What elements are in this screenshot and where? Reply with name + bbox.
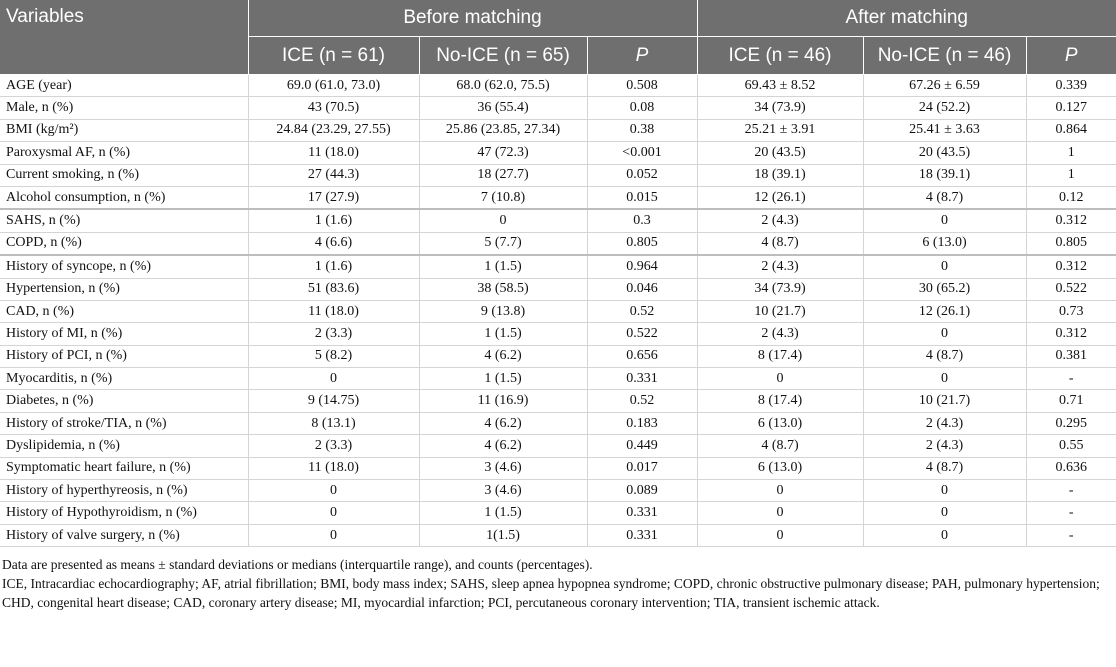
table-row [0,209,1116,232]
row-variable-label: COPD, n (%) [0,232,248,255]
row-variable-label: AGE (year) [0,75,248,97]
table-cell: 0 [863,323,1026,345]
table-cell: 0 [863,524,1026,546]
table-cell: 0 [248,502,419,524]
table-cell: 11 (18.0) [248,300,419,322]
footnote-data-presentation: Data are presented as means ± standard deviations or medians (interquartile range), and counts (percentages). [2,557,593,573]
table-cell: 30 (65.2) [863,278,1026,300]
table-cell: <0.001 [587,142,697,164]
table-cell: 0 [697,480,863,502]
table-cell: 69.43 ± 8.52 [697,75,863,97]
row-variable-label: Symptomatic heart failure, n (%) [0,457,248,479]
row-variable-label: Diabetes, n (%) [0,390,248,412]
table-cell: 17 (27.9) [248,186,419,209]
table-row [0,345,1116,367]
table-row [0,524,1116,546]
row-variable-label: History of valve surgery, n (%) [0,524,248,546]
table-cell: 1 (1.5) [419,323,587,345]
table-cell: 12 (26.1) [697,186,863,209]
table-cell: - [1026,524,1116,546]
table-row [0,75,1116,97]
table-cell: 0.38 [587,119,697,141]
table-cell: 4 (6.2) [419,345,587,367]
table-cell: 6 (13.0) [697,457,863,479]
table-cell: 20 (43.5) [863,142,1026,164]
table-row [0,278,1116,300]
table-footnotes [0,547,1116,612]
row-variable-label: Current smoking, n (%) [0,164,248,186]
header-p-after: P [1026,37,1116,75]
header-p-before: P [587,37,697,75]
table-cell: 0.636 [1026,457,1116,479]
table-cell: 34 (73.9) [697,97,863,119]
row-variable-label: History of MI, n (%) [0,323,248,345]
table-cell: 6 (13.0) [697,412,863,434]
table-cell: 11 (18.0) [248,142,419,164]
table-cell: 0.522 [1026,278,1116,300]
table-cell: 0 [419,209,587,232]
table-cell: 9 (14.75) [248,390,419,412]
table-cell: 47 (72.3) [419,142,587,164]
table-cell: 0.312 [1026,209,1116,232]
table-cell: 0.046 [587,278,697,300]
table-row [0,435,1116,457]
table-row [0,119,1116,141]
table-cell: 5 (8.2) [248,345,419,367]
table-cell: 10 (21.7) [697,300,863,322]
table-cell: 0 [863,368,1026,390]
table-row [0,480,1116,502]
table-cell: - [1026,368,1116,390]
table-cell: 43 (70.5) [248,97,419,119]
table-cell: 11 (16.9) [419,390,587,412]
table-cell: 2 (4.3) [697,255,863,278]
row-variable-label: BMI (kg/m²) [0,119,248,141]
table-row [0,457,1116,479]
table-cell: 2 (4.3) [863,412,1026,434]
table-cell: 69.0 (61.0, 73.0) [248,75,419,97]
table-cell: 0.015 [587,186,697,209]
table-cell: - [1026,502,1116,524]
table-cell: 34 (73.9) [697,278,863,300]
table-row [0,255,1116,278]
table-cell: 0.52 [587,300,697,322]
table-row [0,300,1116,322]
row-variable-label: Myocarditis, n (%) [0,368,248,390]
table-row [0,390,1116,412]
footnote-abbreviations: ICE, Intracardiac echocardiography; AF, atrial fibrillation; BMI, body mass index; SAHS, sleep apnea hypopnea syndrome; COPD, chronic obstructive pulmonary disease; PAH, pulmonary hypertension; CHD, congenital heart disease; CAD, coronary artery disease; MI, myocardial infarction; PCI, percutaneous coronary intervention; TIA, transient ischemic attack. [2,576,1100,611]
table-cell: 27 (44.3) [248,164,419,186]
row-variable-label: Alcohol consumption, n (%) [0,186,248,209]
table-row [0,412,1116,434]
table-cell: 4 (6.6) [248,232,419,255]
table-cell: 4 (6.2) [419,435,587,457]
table-cell: 0.805 [1026,232,1116,255]
table-cell: 0 [697,524,863,546]
table-cell: 7 (10.8) [419,186,587,209]
table-cell: 25.41 ± 3.63 [863,119,1026,141]
table-cell: 20 (43.5) [697,142,863,164]
table-cell: 0.017 [587,457,697,479]
row-variable-label: Dyslipidemia, n (%) [0,435,248,457]
header-ice-after: ICE (n = 46) [697,37,863,75]
table-cell: 4 (8.7) [697,435,863,457]
table-cell: 0.964 [587,255,697,278]
table-cell: 1(1.5) [419,524,587,546]
table-cell: 67.26 ± 6.59 [863,75,1026,97]
table-row [0,142,1116,164]
row-variable-label: History of syncope, n (%) [0,255,248,278]
table-cell: 18 (39.1) [697,164,863,186]
table-cell: 1 (1.5) [419,255,587,278]
table-cell: 0.089 [587,480,697,502]
table-cell: 9 (13.8) [419,300,587,322]
table-cell: 0 [697,502,863,524]
table-cell: 6 (13.0) [863,232,1026,255]
table-cell: 18 (27.7) [419,164,587,186]
table-cell: 0.127 [1026,97,1116,119]
table-cell: 1 [1026,142,1116,164]
table-cell: 3 (4.6) [419,480,587,502]
table-cell: 0.805 [587,232,697,255]
table-cell: 1 (1.5) [419,502,587,524]
table-cell: 2 (4.3) [697,209,863,232]
table-cell: 1 (1.6) [248,209,419,232]
table-cell: 36 (55.4) [419,97,587,119]
table-cell: 0.12 [1026,186,1116,209]
row-variable-label: History of stroke/TIA, n (%) [0,412,248,434]
table-cell: 5 (7.7) [419,232,587,255]
header-ice-before: ICE (n = 61) [248,37,419,75]
table-cell: 10 (21.7) [863,390,1026,412]
table-body [0,75,1116,547]
table-cell: 38 (58.5) [419,278,587,300]
table-cell: 4 (8.7) [863,345,1026,367]
table-cell: 2 (4.3) [863,435,1026,457]
table-cell: 8 (17.4) [697,390,863,412]
table-cell: 8 (13.1) [248,412,419,434]
table-cell: 0.508 [587,75,697,97]
table-cell: 51 (83.6) [248,278,419,300]
table-cell: 0.864 [1026,119,1116,141]
table-cell: 0.312 [1026,323,1116,345]
table-cell: 4 (8.7) [863,186,1026,209]
table-cell: 0 [863,480,1026,502]
table-cell: 0.73 [1026,300,1116,322]
row-variable-label: Paroxysmal AF, n (%) [0,142,248,164]
table-cell: 0.52 [587,390,697,412]
table-cell: 0.052 [587,164,697,186]
row-variable-label: History of PCI, n (%) [0,345,248,367]
table-cell: 0.3 [587,209,697,232]
table-cell: 0.449 [587,435,697,457]
table-cell: 0.183 [587,412,697,434]
table-cell: 68.0 (62.0, 75.5) [419,75,587,97]
table-cell: 0.656 [587,345,697,367]
table-cell: 0.71 [1026,390,1116,412]
table-cell: 11 (18.0) [248,457,419,479]
table-cell: 0 [697,368,863,390]
table-cell: 0.331 [587,524,697,546]
table-row [0,232,1116,255]
table-cell: 0 [863,209,1026,232]
table-cell: 0.08 [587,97,697,119]
table-cell: 18 (39.1) [863,164,1026,186]
table-cell: 0.381 [1026,345,1116,367]
header-noice-before: No-ICE (n = 65) [419,37,587,75]
table-cell: 4 (6.2) [419,412,587,434]
row-variable-label: SAHS, n (%) [0,209,248,232]
table-cell: 0 [863,255,1026,278]
table-cell: 0 [248,524,419,546]
table-row [0,164,1116,186]
table-row [0,502,1116,524]
table-cell: 24 (52.2) [863,97,1026,119]
table-cell: 4 (8.7) [697,232,863,255]
table-cell: 4 (8.7) [863,457,1026,479]
table-cell: 24.84 (23.29, 27.55) [248,119,419,141]
table-cell: 0 [863,502,1026,524]
table-cell: 2 (4.3) [697,323,863,345]
table-cell: 1 (1.6) [248,255,419,278]
row-variable-label: CAD, n (%) [0,300,248,322]
table-cell: 0 [248,480,419,502]
table-cell: 0.295 [1026,412,1116,434]
table-cell: 25.21 ± 3.91 [697,119,863,141]
row-variable-label: Male, n (%) [0,97,248,119]
table-cell: 12 (26.1) [863,300,1026,322]
header-variables: Variables [0,0,248,75]
row-variable-label: History of Hypothyroidism, n (%) [0,502,248,524]
table-row [0,97,1116,119]
table-cell: 0.331 [587,502,697,524]
row-variable-label: History of hyperthyreosis, n (%) [0,480,248,502]
table-cell: 0.339 [1026,75,1116,97]
header-noice-after: No-ICE (n = 46) [863,37,1026,75]
table-cell: 0.55 [1026,435,1116,457]
table-cell: 3 (4.6) [419,457,587,479]
table-row [0,186,1116,209]
table-row [0,368,1116,390]
table-cell: 0.312 [1026,255,1116,278]
table-cell: 1 [1026,164,1116,186]
table-cell: 0 [248,368,419,390]
table-cell: 2 (3.3) [248,435,419,457]
header-after-matching: After matching [697,0,1116,37]
table-cell: - [1026,480,1116,502]
table-row [0,323,1116,345]
header-before-matching: Before matching [248,0,697,37]
table-cell: 0.522 [587,323,697,345]
table-cell: 1 (1.5) [419,368,587,390]
table-cell: 0.331 [587,368,697,390]
table-cell: 2 (3.3) [248,323,419,345]
table-cell: 8 (17.4) [697,345,863,367]
row-variable-label: Hypertension, n (%) [0,278,248,300]
table-cell: 25.86 (23.85, 27.34) [419,119,587,141]
